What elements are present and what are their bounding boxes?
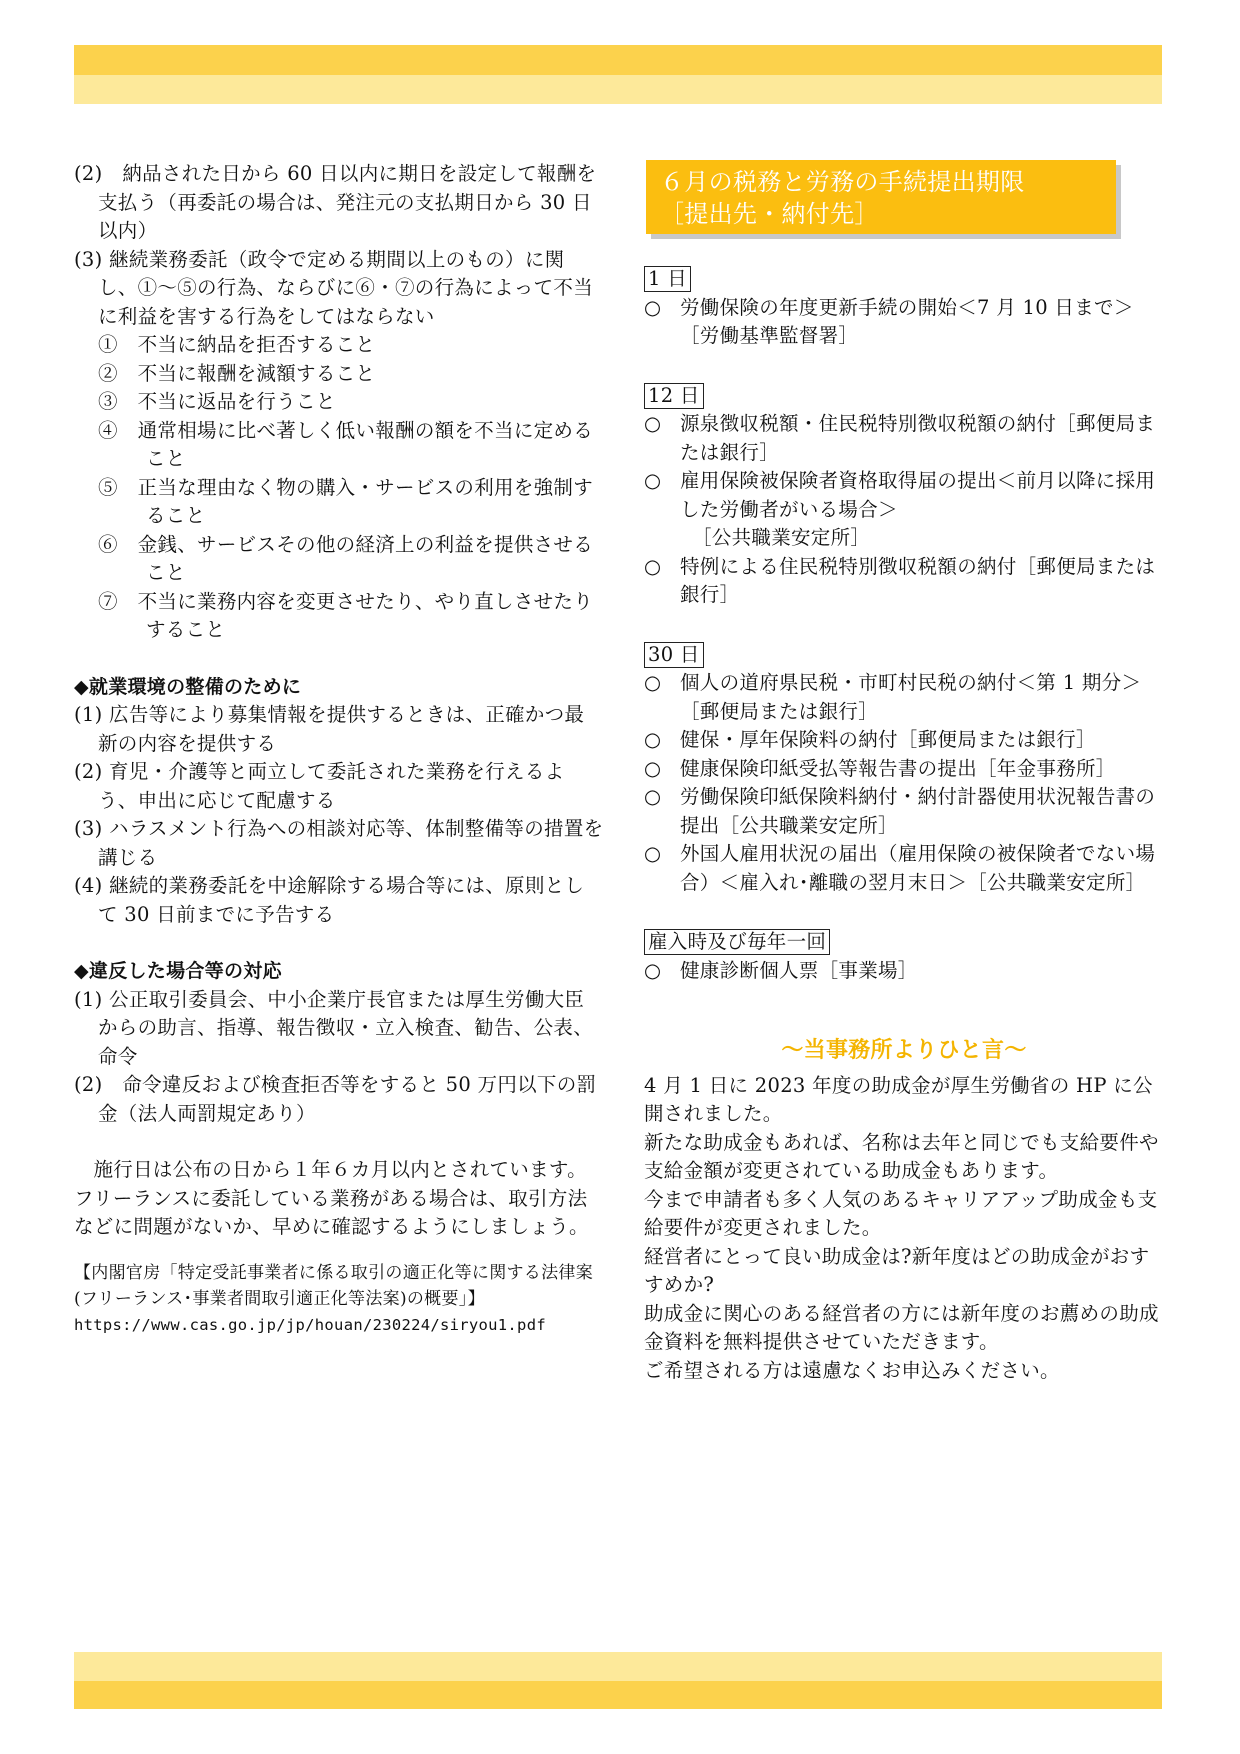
top-band-dark — [74, 45, 1162, 75]
sub-num: ⑤ — [98, 475, 118, 499]
bottom-band-light — [74, 1652, 1162, 1681]
date-label-hire: 雇入時及び毎年一回 — [644, 929, 830, 955]
date-label-30: 30 日 — [644, 642, 704, 668]
prohibited-act — [74, 417, 604, 474]
prohibited-act — [74, 331, 604, 360]
item-text: 健保・厚年保険料の納付［郵便局または銀行］ — [680, 728, 1096, 751]
list-item: (1) 広告等により募集情報を提供するときは、正確かつ最新の内容を提供する — [74, 703, 585, 755]
section-title-violation: ◆違反した場合等の対応 — [74, 960, 282, 982]
office-message-paragraph: 新たな助成金もあれば、名称は去年と同じでも支給要件や支給金額が変更されている助成金もあります。 — [644, 1130, 1159, 1182]
item-text: 外国人雇用状況の届出（雇用保険の被保険者でない場合）＜雇入れ･離職の翌月末日＞［公共職業安定所］ — [680, 842, 1156, 894]
prohibited-act — [74, 531, 604, 588]
deadline-item — [644, 553, 1164, 610]
office-message-paragraph: 経営者にとって良い助成金は?新年度はどの助成金がおすすめか? — [644, 1244, 1150, 1296]
sub-text: 不当に業務内容を変更させたり、やり直しさせたりすること — [137, 589, 594, 641]
right-column — [644, 160, 1164, 1385]
deadline-item — [644, 410, 1164, 467]
circle-bullet: ○ — [644, 842, 662, 865]
list-item: (1) 公正取引委員会、中小企業庁長官または厚生労働大臣からの助言、指導、報告徴収・立入検査、勧告、公表、命令 — [74, 987, 594, 1068]
list-item: (2) 育児・介護等と両立して委託された業務を行えるよう、申出に応じて配慮する — [74, 760, 565, 812]
deadline-item-location — [644, 322, 1164, 351]
office-message-title: ～当事務所よりひと言～ — [781, 1038, 1027, 1063]
sub-num: ③ — [98, 390, 118, 413]
office-message-paragraph: 今まで申請者も多く人気のあるキャリアアップ助成金も支給要件が変更されました。 — [644, 1187, 1158, 1239]
item-text: 個人の道府県民税・市町村民税の納付＜第 1 期分＞［郵便局または銀行］ — [680, 671, 1142, 723]
circle-bullet: ○ — [644, 554, 662, 578]
item-2-payment: (2) 納品された日から 60 日以内に期日を設定して報酬を支払う（再委託の場合は、発注元の支払期日から 30 日以内） — [74, 162, 597, 242]
item-location: ［労働基準監督署］ — [680, 324, 859, 347]
list-item: (2) 命令違反および検査拒否等をすると 50 万円以下の罰金（法人両罰規定あり） — [74, 1073, 597, 1125]
circle-bullet: ○ — [644, 469, 662, 492]
deadline-item — [644, 755, 1164, 784]
item-3-continuous: (3) 継続業務委託（政令で定める期間以上のもの）に関し、①～⑤の行為、ならびに⑥・⑦の行為によって不当に利益を害する行為をしてはならない — [74, 247, 594, 328]
circle-bullet: ○ — [644, 785, 662, 808]
circle-bullet: ○ — [644, 671, 662, 694]
top-band-light — [74, 75, 1162, 104]
sub-text: 不当に納品を拒否すること — [137, 333, 376, 356]
sub-text: 不当に報酬を減額すること — [137, 361, 376, 385]
closing-paragraph: 施行日は公布の日から１年６カ月以内とされています。フリーランスに委託している業務がある場合は、取引方法などに問題がないか、早めに確認するようにしましょう。 — [74, 1158, 589, 1238]
circle-bullet: ○ — [644, 412, 662, 435]
office-message-paragraph: 助成金に関心のある経営者の方には新年度のお薦めの助成金資料を無料提供させていただきます。 — [644, 1301, 1159, 1353]
item-text: 健康保険印紙受払等報告書の提出［年金事務所］ — [680, 756, 1116, 780]
deadline-item — [644, 294, 1164, 323]
circle-bullet: ○ — [644, 756, 662, 780]
prohibited-act — [74, 388, 604, 417]
sub-text: 不当に返品を行うこと — [137, 390, 336, 413]
bottom-band-dark — [74, 1681, 1162, 1709]
item-text: 健康診断個人票［事業場］ — [680, 958, 918, 982]
sub-num: ⑦ — [98, 589, 118, 613]
sub-num: ① — [98, 333, 118, 356]
item-text: 特例による住民税特別徴収税額の納付［郵便局または銀行］ — [680, 554, 1156, 606]
prohibited-act — [74, 588, 604, 645]
deadline-item — [644, 957, 1164, 986]
header-title: ６月の税務と労務の手続提出期限 — [660, 168, 1025, 196]
header-subtitle: ［提出先・納付先］ — [660, 200, 879, 228]
deadline-item-location: ［公共職業安定所］ — [692, 526, 871, 549]
prohibited-act — [74, 360, 604, 389]
circle-bullet: ○ — [644, 728, 662, 751]
list-item: (4) 継続的業務委託を中途解除する場合等には、原則として 30 日前までに予告する — [74, 874, 585, 926]
sub-num: ⑥ — [98, 532, 118, 556]
source-citation: 【内閣官房「特定受託事業者に係る取引の適正化等に関する法律案(フリーランス･事業者間取引適正化等法案)の概要」】 — [74, 1262, 593, 1309]
sub-text: 正当な理由なく物の購入・サービスの利用を強制すること — [137, 475, 594, 527]
item-text: 労働保険印紙保険料納付・納付計器使用状況報告書の提出［公共職業安定所］ — [680, 785, 1156, 837]
circle-bullet: ○ — [644, 295, 662, 319]
source-url[interactable]: https://www.cas.go.jp/jp/houan/230224/siryou1.pdf — [74, 1315, 546, 1334]
sub-num: ② — [98, 361, 118, 385]
item-text: 労働保険の年度更新手続の開始＜7 月 10 日まで＞ — [680, 295, 1134, 319]
deadline-item — [644, 783, 1164, 840]
sub-text: 金銭、サービスその他の経済上の利益を提供させること — [137, 532, 594, 584]
sub-num: ④ — [98, 418, 118, 442]
left-column — [74, 160, 604, 1338]
item-text: 源泉徴収税額・住民税特別徴収税額の納付［郵便局または銀行］ — [680, 412, 1156, 464]
circle-bullet: ○ — [644, 958, 662, 982]
deadline-item — [644, 467, 1164, 524]
section-title-work-environment: ◆就業環境の整備のために — [74, 675, 302, 698]
sub-text: 通常相場に比べ著しく低い報酬の額を不当に定めること — [137, 418, 594, 470]
list-item: (3) ハラスメント行為への相談対応等、体制整備等の措置を講じる — [74, 817, 604, 869]
prohibited-act — [74, 474, 604, 531]
date-label-12: 12 日 — [644, 383, 704, 409]
deadline-header-box — [646, 160, 1116, 234]
office-message-paragraph: ご希望される方は遠慮なくお申込みください。 — [644, 1358, 1060, 1382]
office-message-paragraph: 4 月 1 日に 2023 年度の助成金が厚生労働省の HP に公開されました。 — [644, 1073, 1153, 1125]
deadline-item — [644, 726, 1164, 755]
deadline-item — [644, 669, 1164, 726]
deadline-item — [644, 840, 1164, 897]
item-text: 雇用保険被保険者資格取得届の提出＜前月以降に採用した労働者がいる場合＞ — [680, 469, 1156, 521]
date-label-1: 1 日 — [644, 266, 691, 292]
